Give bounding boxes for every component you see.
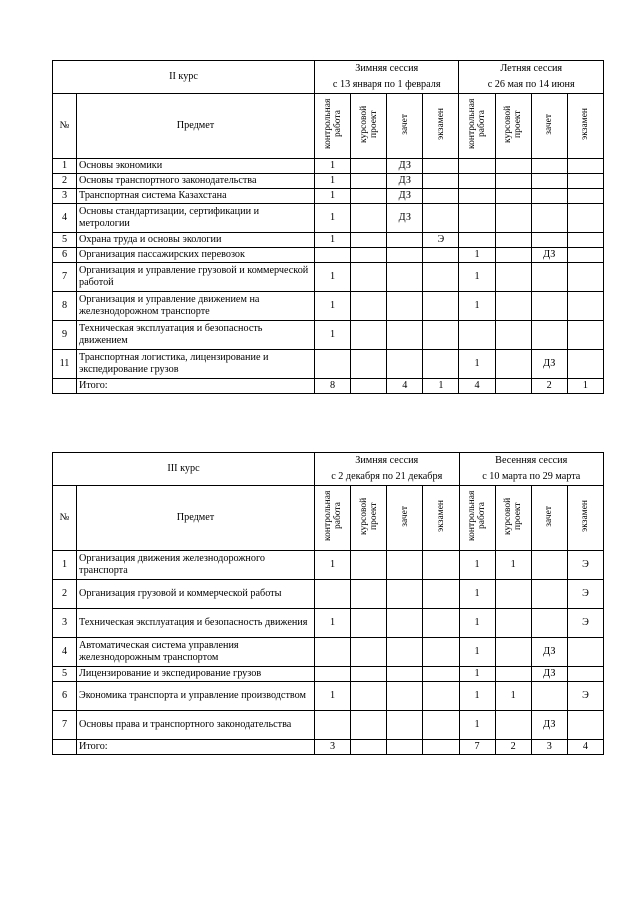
cell-s1-2: [387, 233, 423, 248]
subject-name: Техническая эксплуатация и безопасность движением: [77, 321, 315, 350]
cell-s1-2: ДЗ: [387, 189, 423, 204]
cell-s1-3: [423, 638, 459, 667]
table-row: [53, 159, 604, 174]
cell-s2-3: [567, 233, 603, 248]
column-header: курсовой проект: [351, 486, 387, 551]
cell-s1-1: [351, 638, 387, 667]
cell-s2-2: [531, 189, 567, 204]
row-number: 7: [53, 711, 77, 740]
cell-s2-0: [459, 174, 495, 189]
cell-s1-0: [315, 580, 351, 609]
total-value: 8: [315, 379, 351, 394]
cell-s2-2: [531, 174, 567, 189]
column-header: контрольная работа: [459, 94, 495, 159]
cell-s2-2: [531, 263, 567, 292]
cell-s1-3: [423, 667, 459, 682]
row-number: 4: [53, 204, 77, 233]
table-row: [53, 350, 604, 379]
number-header: №: [53, 94, 77, 159]
table-body: [53, 551, 604, 755]
table-row: [53, 292, 604, 321]
column-header: контрольная работа: [459, 486, 495, 551]
table-row: [53, 682, 604, 711]
course-title: III курс: [53, 453, 315, 486]
cell-s1-2: ДЗ: [387, 174, 423, 189]
cell-s2-3: [567, 189, 603, 204]
column-header: экзамен: [567, 486, 603, 551]
cell-s2-3: Э: [567, 580, 603, 609]
cell-s2-0: 1: [459, 350, 495, 379]
total-value: 7: [459, 740, 495, 755]
cell-s2-0: 1: [459, 711, 495, 740]
cell-s1-1: [351, 321, 387, 350]
cell-s2-1: [495, 233, 531, 248]
cell-s2-2: ДЗ: [531, 711, 567, 740]
cell-s2-0: 1: [459, 248, 495, 263]
cell-s1-3: [423, 263, 459, 292]
total-value: 1: [567, 379, 603, 394]
session1-title: Зимняя сессия: [315, 61, 459, 78]
cell-s2-1: [495, 189, 531, 204]
cell-s2-3: Э: [567, 682, 603, 711]
row-number: 1: [53, 551, 77, 580]
cell-s1-1: [351, 711, 387, 740]
column-header: экзамен: [423, 486, 459, 551]
cell-s1-1: [351, 682, 387, 711]
table-row: [53, 248, 604, 263]
cell-s1-0: 1: [315, 174, 351, 189]
cell-s2-2: ДЗ: [531, 638, 567, 667]
table-row: [53, 204, 604, 233]
total-value: [387, 740, 423, 755]
subject-name: Экономика транспорта и управление производством: [77, 682, 315, 711]
row-number: 3: [53, 189, 77, 204]
cell-s2-1: 1: [495, 551, 531, 580]
cell-s1-3: [423, 248, 459, 263]
course-title: II курс: [53, 61, 315, 94]
cell-s1-3: [423, 580, 459, 609]
cell-s1-3: [423, 292, 459, 321]
row-number: 8: [53, 292, 77, 321]
cell-s1-0: [315, 711, 351, 740]
total-label: Итого:: [77, 740, 315, 755]
total-value: [351, 740, 387, 755]
cell-s1-0: 1: [315, 159, 351, 174]
total-value: 2: [531, 379, 567, 394]
cell-s2-2: ДЗ: [531, 248, 567, 263]
subject-name: Техническая эксплуатация и безопасность движения: [77, 609, 315, 638]
subject-name: Основы права и транспортного законодательства: [77, 711, 315, 740]
session2-dates: с 10 марта по 29 марта: [459, 469, 604, 486]
cell-s2-0: 1: [459, 292, 495, 321]
cell-s2-2: [531, 551, 567, 580]
column-header: экзамен: [423, 94, 459, 159]
row-number: 5: [53, 667, 77, 682]
total-value: [351, 379, 387, 394]
row-number: 2: [53, 580, 77, 609]
cell-s2-2: [531, 233, 567, 248]
cell-s1-2: [387, 682, 423, 711]
cell-s1-3: Э: [423, 233, 459, 248]
cell-s2-3: [567, 638, 603, 667]
subject-name: Транспортная система Казахстана: [77, 189, 315, 204]
cell-s1-1: [351, 263, 387, 292]
schedule-table-course-3: [52, 452, 604, 755]
table-row: [53, 321, 604, 350]
cell-s2-1: [495, 159, 531, 174]
cell-s1-3: [423, 189, 459, 204]
cell-s2-2: [531, 159, 567, 174]
cell-s1-1: [351, 233, 387, 248]
row-number: 6: [53, 682, 77, 711]
subject-name: Организация движения железнодорожного транспорта: [77, 551, 315, 580]
cell-s1-1: [351, 609, 387, 638]
column-header: зачет: [531, 94, 567, 159]
cell-s2-3: [567, 667, 603, 682]
cell-s1-3: [423, 609, 459, 638]
table-row: [53, 711, 604, 740]
cell-s1-1: [351, 159, 387, 174]
row-number: 9: [53, 321, 77, 350]
column-header: зачет: [387, 94, 423, 159]
subject-name: Транспортная логистика, лицензирование и экспедирование грузов: [77, 350, 315, 379]
cell-s1-3: [423, 321, 459, 350]
cell-s2-2: [531, 580, 567, 609]
cell-s1-0: 1: [315, 682, 351, 711]
cell-s1-1: [351, 551, 387, 580]
cell-s2-1: 1: [495, 682, 531, 711]
cell-s2-0: 1: [459, 580, 495, 609]
total-value: 3: [531, 740, 567, 755]
cell-s1-2: [387, 292, 423, 321]
total-value: [495, 379, 531, 394]
total-value: [423, 740, 459, 755]
cell-s2-3: [567, 204, 603, 233]
row-number: 5: [53, 233, 77, 248]
cell-s1-0: 1: [315, 321, 351, 350]
cell-s1-2: [387, 350, 423, 379]
row-number: 6: [53, 248, 77, 263]
column-header: курсовой проект: [351, 94, 387, 159]
total-value: 4: [387, 379, 423, 394]
total-value: 4: [459, 379, 495, 394]
cell-s2-3: Э: [567, 551, 603, 580]
schedule-table-course-2: [52, 60, 604, 394]
cell-s1-1: [351, 350, 387, 379]
cell-s1-3: [423, 711, 459, 740]
cell-s2-1: [495, 292, 531, 321]
subject-name: Автоматическая система управления железнодорожным транспортом: [77, 638, 315, 667]
total-value: 3: [315, 740, 351, 755]
subject-name: Охрана труда и основы экологии: [77, 233, 315, 248]
cell-s2-3: [567, 263, 603, 292]
total-label: Итого:: [77, 379, 315, 394]
cell-s1-2: [387, 638, 423, 667]
cell-s2-3: [567, 248, 603, 263]
column-header: экзамен: [567, 94, 603, 159]
session2-dates: с 26 мая по 14 июня: [459, 77, 604, 94]
total-number-cell: [53, 379, 77, 394]
table-row: [53, 233, 604, 248]
subject-name: Основы транспортного законодательства: [77, 174, 315, 189]
cell-s2-2: [531, 609, 567, 638]
row-number: 1: [53, 159, 77, 174]
cell-s2-0: 1: [459, 263, 495, 292]
cell-s2-1: [495, 248, 531, 263]
cell-s1-0: 1: [315, 204, 351, 233]
cell-s1-3: [423, 350, 459, 379]
total-row: [53, 379, 604, 394]
table-row: [53, 174, 604, 189]
cell-s1-3: [423, 174, 459, 189]
subject-name: Основы стандартизации, сертификации и метрологии: [77, 204, 315, 233]
cell-s2-1: [495, 638, 531, 667]
cell-s2-2: ДЗ: [531, 667, 567, 682]
table-row: [53, 551, 604, 580]
cell-s1-2: [387, 711, 423, 740]
cell-s1-0: 1: [315, 189, 351, 204]
cell-s2-3: [567, 174, 603, 189]
cell-s2-0: [459, 204, 495, 233]
cell-s1-1: [351, 204, 387, 233]
cell-s2-1: [495, 204, 531, 233]
cell-s2-2: ДЗ: [531, 350, 567, 379]
column-header: курсовой проект: [495, 486, 531, 551]
cell-s1-0: 1: [315, 233, 351, 248]
subject-name: Организация и управление движением на железнодорожном транспорте: [77, 292, 315, 321]
table-row: [53, 263, 604, 292]
column-header: зачет: [387, 486, 423, 551]
cell-s2-1: [495, 711, 531, 740]
cell-s2-3: [567, 350, 603, 379]
cell-s2-1: [495, 263, 531, 292]
cell-s2-2: [531, 321, 567, 350]
total-value: 2: [495, 740, 531, 755]
cell-s2-3: [567, 159, 603, 174]
cell-s1-2: [387, 580, 423, 609]
cell-s2-1: [495, 580, 531, 609]
cell-s2-1: [495, 321, 531, 350]
cell-s2-3: [567, 711, 603, 740]
cell-s1-2: [387, 667, 423, 682]
cell-s1-2: [387, 551, 423, 580]
cell-s2-0: 1: [459, 551, 495, 580]
cell-s1-2: [387, 263, 423, 292]
row-number: 11: [53, 350, 77, 379]
table-row: [53, 609, 604, 638]
cell-s1-3: [423, 682, 459, 711]
total-value: 4: [567, 740, 603, 755]
cell-s1-2: [387, 321, 423, 350]
cell-s1-0: [315, 248, 351, 263]
cell-s1-2: [387, 609, 423, 638]
cell-s1-0: 1: [315, 609, 351, 638]
cell-s1-0: 1: [315, 292, 351, 321]
subject-name: Организация грузовой и коммерческой работы: [77, 580, 315, 609]
cell-s1-2: ДЗ: [387, 204, 423, 233]
column-header: контрольная работа: [315, 486, 351, 551]
row-number: 3: [53, 609, 77, 638]
cell-s1-1: [351, 667, 387, 682]
cell-s1-0: [315, 350, 351, 379]
column-header: зачет: [531, 486, 567, 551]
cell-s1-1: [351, 248, 387, 263]
row-number: 4: [53, 638, 77, 667]
total-row: [53, 740, 604, 755]
cell-s1-3: [423, 159, 459, 174]
cell-s2-3: Э: [567, 609, 603, 638]
session1-title: Зимняя сессия: [315, 453, 460, 470]
table-body: [53, 159, 604, 394]
cell-s1-0: [315, 638, 351, 667]
cell-s2-0: [459, 233, 495, 248]
subject-name: Организация пассажирских перевозок: [77, 248, 315, 263]
cell-s1-0: 1: [315, 263, 351, 292]
subject-header: Предмет: [77, 486, 315, 551]
cell-s2-0: 1: [459, 667, 495, 682]
row-number: 7: [53, 263, 77, 292]
subject-name: Основы экономики: [77, 159, 315, 174]
cell-s1-0: 1: [315, 551, 351, 580]
cell-s2-1: [495, 174, 531, 189]
session1-dates: с 13 января по 1 февраля: [315, 77, 459, 94]
cell-s2-0: [459, 189, 495, 204]
subject-name: Организация и управление грузовой и коммерческой работой: [77, 263, 315, 292]
table-row: [53, 667, 604, 682]
subject-name: Лицензирование и экспедирование грузов: [77, 667, 315, 682]
cell-s2-0: [459, 321, 495, 350]
cell-s2-2: [531, 292, 567, 321]
column-header: контрольная работа: [315, 94, 351, 159]
cell-s2-2: [531, 204, 567, 233]
cell-s1-1: [351, 174, 387, 189]
cell-s2-2: [531, 682, 567, 711]
cell-s1-1: [351, 580, 387, 609]
cell-s2-1: [495, 667, 531, 682]
cell-s2-0: 1: [459, 609, 495, 638]
session2-title: Весенняя сессия: [459, 453, 604, 470]
cell-s2-3: [567, 292, 603, 321]
number-header: №: [53, 486, 77, 551]
cell-s1-3: [423, 204, 459, 233]
cell-s1-2: [387, 248, 423, 263]
cell-s1-3: [423, 551, 459, 580]
table-row: [53, 580, 604, 609]
table-row: [53, 638, 604, 667]
session2-title: Летняя сессия: [459, 61, 604, 78]
cell-s1-1: [351, 189, 387, 204]
total-number-cell: [53, 740, 77, 755]
cell-s2-1: [495, 350, 531, 379]
cell-s2-0: 1: [459, 682, 495, 711]
cell-s2-0: [459, 159, 495, 174]
cell-s2-0: 1: [459, 638, 495, 667]
row-number: 2: [53, 174, 77, 189]
session1-dates: с 2 декабря по 21 декабря: [315, 469, 460, 486]
cell-s2-3: [567, 321, 603, 350]
cell-s1-0: [315, 667, 351, 682]
subject-header: Предмет: [77, 94, 315, 159]
cell-s1-1: [351, 292, 387, 321]
table-row: [53, 189, 604, 204]
total-value: 1: [423, 379, 459, 394]
column-header: курсовой проект: [495, 94, 531, 159]
cell-s2-1: [495, 609, 531, 638]
cell-s1-2: ДЗ: [387, 159, 423, 174]
